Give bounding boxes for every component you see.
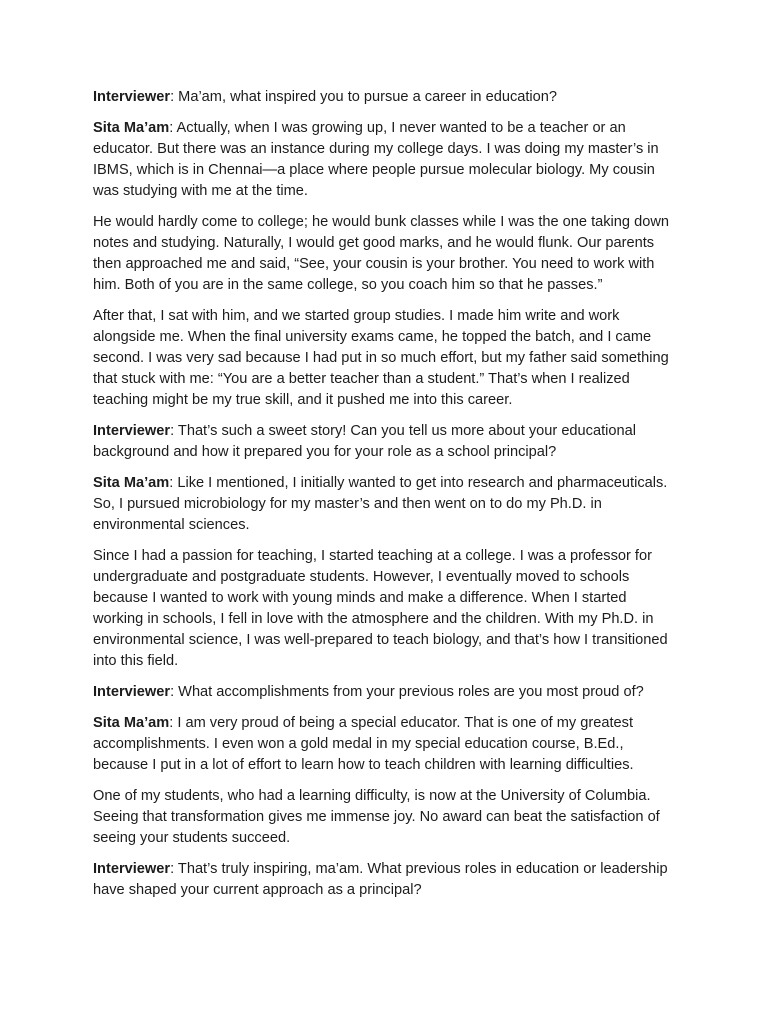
paragraph-text: : Ma’am, what inspired you to pursue a career in education? [170,89,558,105]
answer-continuation [93,546,677,672]
paragraph-text: : I am very proud of being a special educator. That is one of my greatest accomplishments. I even won a gold medal in my special education course, B.Ed., because I put in a lot of effort to learn how to teach children with learning difficulties. [93,715,634,773]
speaker-label: Interviewer [93,684,171,700]
speaker-label: Sita Ma’am [93,715,170,731]
paragraph-text: : That’s such a sweet story! Can you tell us more about your educational background and how it prepared you for your role as a school principal? [93,423,636,460]
interviewee-answer [93,713,677,776]
paragraph-text: : That’s truly inspiring, ma’am. What previous roles in education or leadership have shaped your current approach as a principal? [93,861,668,898]
interviewer-question [93,421,677,463]
paragraph-text: : What accomplishments from your previous roles are you most proud of? [170,684,644,700]
speaker-label: Interviewer [93,423,171,439]
paragraph-text: One of my students, who had a learning difficulty, is now at the University of Columbia. Seeing that transformation gives me immense joy. No award can beat the satisfaction of seeing your students succeed. [93,788,660,846]
speaker-label: Interviewer [93,861,171,877]
paragraph-text: : Like I mentioned, I initially wanted to get into research and pharmaceuticals. So, I pursued microbiology for my master’s and then went on to do my Ph.D. in environmental sciences. [93,475,668,533]
speaker-label: Interviewer [93,89,171,105]
interviewee-answer [93,473,677,536]
paragraph-text: He would hardly come to college; he would bunk classes while I was the one taking down notes and studying. Naturally, I would get good marks, and he would flunk. Our parents then approached me and said, “See, your cousin is your brother. You need to work with him. Both of you are in the same college, so you coach him so that he passes.” [93,214,669,293]
answer-continuation [93,212,677,296]
interviewer-question [93,87,677,108]
answer-continuation [93,306,677,411]
interviewer-question [93,682,677,703]
interviewee-answer [93,118,677,202]
paragraph-text: After that, I sat with him, and we started group studies. I made him write and work alongside me. When the final university exams came, he topped the batch, and I came second. I was very sad because I had put in so much effort, but my father said something that stuck with me: “You are a better teacher than a student.” That’s when I realized teaching might be my true skill, and it pushed me into this career. [93,308,669,408]
speaker-label: Sita Ma’am [93,120,170,136]
paragraph-text: : Actually, when I was growing up, I never wanted to be a teacher or an educator. But there was an instance during my college days. I was doing my master’s in IBMS, which is in Chennai—a place where people pursue molecular biology. My cousin was studying with me at the time. [93,120,659,199]
answer-continuation [93,786,677,849]
paragraph-text: Since I had a passion for teaching, I started teaching at a college. I was a professor for undergraduate and postgraduate students. However, I eventually moved to schools because I wanted to work with young minds and make a difference. When I started working in schools, I fell in love with the atmosphere and the children. With my Ph.D. in environmental science, I was well-prepared to teach biology, and that’s how I transitioned into this field. [93,548,668,669]
interviewer-question [93,859,677,901]
document-page [93,87,677,911]
speaker-label: Sita Ma’am [93,475,170,491]
